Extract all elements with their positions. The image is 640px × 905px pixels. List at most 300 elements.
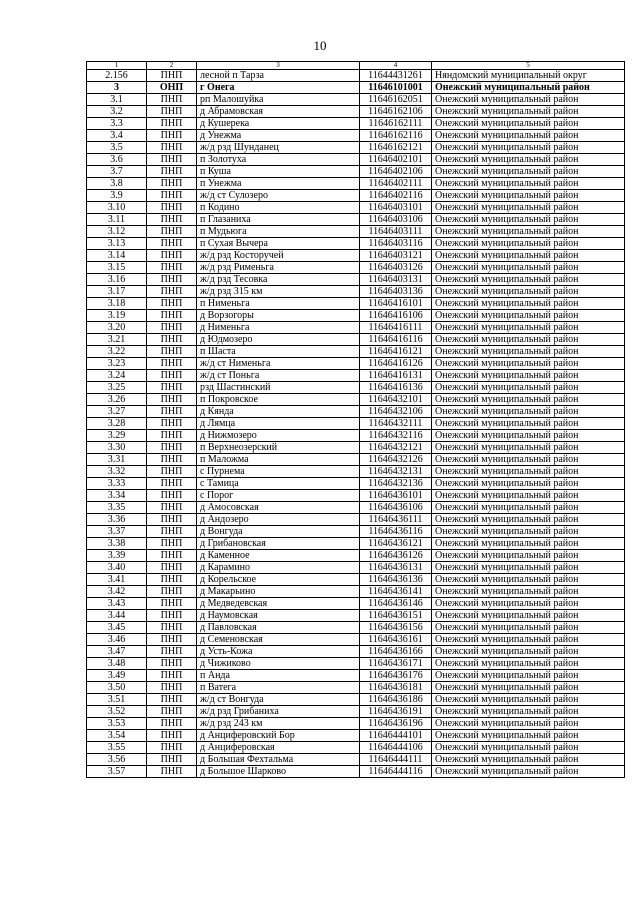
type-cell: ПНП [147,658,197,670]
row-number: 3.7 [87,166,147,178]
column-header: 5 [432,62,625,70]
oktmo-code: 11646436111 [360,514,432,526]
table-row [87,382,625,394]
type-cell: ПНП [147,262,197,274]
oktmo-code: 11646403121 [360,250,432,262]
settlement-name: д Нименьга [197,322,360,334]
oktmo-code: 11646432101 [360,394,432,406]
oktmo-code: 11646101001 [360,82,432,94]
table-row [87,646,625,658]
type-cell: ПНП [147,430,197,442]
row-number: 3.55 [87,742,147,754]
table-row [87,574,625,586]
row-number: 3.21 [87,334,147,346]
district-name: Онежский муниципальный район [432,118,625,130]
table-row [87,658,625,670]
type-cell: ПНП [147,190,197,202]
oktmo-code: 11646436196 [360,718,432,730]
settlement-name: д Ворзогоры [197,310,360,322]
settlement-name: ж/д рзд Грибаниха [197,706,360,718]
oktmo-code: 11646436156 [360,622,432,634]
oktmo-code: 11646432126 [360,454,432,466]
row-number: 3.39 [87,550,147,562]
oktmo-code: 11646403131 [360,274,432,286]
table-row [87,310,625,322]
settlement-name: д Кушерека [197,118,360,130]
district-name: Онежский муниципальный район [432,262,625,274]
oktmo-code: 11646162121 [360,142,432,154]
table-row [87,370,625,382]
type-cell: ПНП [147,706,197,718]
type-cell: ПНП [147,142,197,154]
row-number: 3.26 [87,394,147,406]
type-cell: ПНП [147,406,197,418]
type-cell: ПНП [147,754,197,766]
row-number: 3.42 [87,586,147,598]
table-row [87,130,625,142]
table-row [87,682,625,694]
row-number: 3.9 [87,190,147,202]
settlement-name: п Маложма [197,454,360,466]
type-cell: ПНП [147,766,197,778]
type-cell: ПНП [147,550,197,562]
row-number: 3.49 [87,670,147,682]
type-cell: ПНП [147,358,197,370]
table-row [87,622,625,634]
oktmo-code: 11646444111 [360,754,432,766]
oktmo-code: 11646436101 [360,490,432,502]
district-name: Онежский муниципальный район [432,622,625,634]
type-cell: ПНП [147,250,197,262]
oktmo-code: 11646416126 [360,358,432,370]
settlement-name: д Усть-Кожа [197,646,360,658]
district-name: Онежский муниципальный район [432,478,625,490]
row-number: 3.38 [87,538,147,550]
settlement-name: п Глазаниха [197,214,360,226]
row-number: 3.35 [87,502,147,514]
district-name: Онежский муниципальный район [432,358,625,370]
oktmo-code: 11646403126 [360,262,432,274]
type-cell: ПНП [147,70,197,82]
type-cell: ПНП [147,322,197,334]
oktmo-code: 11646403106 [360,214,432,226]
oktmo-code: 11646416136 [360,382,432,394]
settlement-name: ж/д ст Нименьга [197,358,360,370]
row-number: 3.24 [87,370,147,382]
oktmo-code: 11646444116 [360,766,432,778]
settlement-name: г Онега [197,82,360,94]
district-name: Няндомский муниципальный округ [432,70,625,82]
table-row [87,418,625,430]
settlement-name: д Лямца [197,418,360,430]
row-number: 3.44 [87,610,147,622]
district-name: Онежский муниципальный район [432,682,625,694]
table-row [87,346,625,358]
oktmo-code: 11646436126 [360,550,432,562]
row-number: 3.45 [87,622,147,634]
settlement-name: ж/д рзд 243 км [197,718,360,730]
district-name: Онежский муниципальный район [432,250,625,262]
settlement-name: ж/д ст Поньга [197,370,360,382]
row-number: 3.11 [87,214,147,226]
table-row [87,754,625,766]
row-number: 3.12 [87,226,147,238]
oktmo-code: 11646444106 [360,742,432,754]
type-cell: ПНП [147,214,197,226]
settlement-name: д Анциферовская [197,742,360,754]
column-header: 4 [360,62,432,70]
row-number: 3.19 [87,310,147,322]
type-cell: ПНП [147,718,197,730]
oktmo-code: 11646432121 [360,442,432,454]
row-number: 3.36 [87,514,147,526]
type-cell: ПНП [147,526,197,538]
settlement-name: д Юдмозеро [197,334,360,346]
type-cell: ПНП [147,370,197,382]
oktmo-code: 11646436106 [360,502,432,514]
row-number: 3.20 [87,322,147,334]
table-row [87,286,625,298]
district-name: Онежский муниципальный район [432,286,625,298]
oktmo-code: 11646436116 [360,526,432,538]
table-row [87,250,625,262]
oktmo-code: 11646436151 [360,610,432,622]
district-name: Онежский муниципальный район [432,214,625,226]
table-row [87,430,625,442]
type-cell: ПНП [147,118,197,130]
district-name: Онежский муниципальный район [432,694,625,706]
table-row [87,694,625,706]
table-row [87,334,625,346]
settlement-name: с Тамица [197,478,360,490]
table-row [87,514,625,526]
type-cell: ПНП [147,574,197,586]
table-row [87,70,625,82]
row-number: 3.16 [87,274,147,286]
column-header: 3 [197,62,360,70]
table-row [87,226,625,238]
row-number: 3.13 [87,238,147,250]
district-name: Онежский муниципальный район [432,274,625,286]
district-name: Онежский муниципальный район [432,238,625,250]
settlement-name: с Порог [197,490,360,502]
settlement-name: с Пурнема [197,466,360,478]
type-cell: ПНП [147,634,197,646]
settlement-name: п Унежма [197,178,360,190]
settlement-name: рзд Шастинский [197,382,360,394]
row-number: 3.5 [87,142,147,154]
settlement-name: п Сухая Вычера [197,238,360,250]
table-row [87,166,625,178]
row-number: 3.54 [87,730,147,742]
district-name: Онежский муниципальный район [432,178,625,190]
settlement-name: д Анциферовский Бор [197,730,360,742]
oktmo-code: 11646162051 [360,94,432,106]
type-cell: ОНП [147,82,197,94]
settlement-name: д Андозеро [197,514,360,526]
district-name: Онежский муниципальный район [432,226,625,238]
row-number: 2.156 [87,70,147,82]
table-row [87,706,625,718]
settlement-name: п Золотуха [197,154,360,166]
district-name: Онежский муниципальный район [432,82,625,94]
table-row [87,502,625,514]
table-row [87,82,625,94]
table-row [87,478,625,490]
row-number: 3.25 [87,382,147,394]
oktmo-code: 11646402116 [360,190,432,202]
district-name: Онежский муниципальный район [432,586,625,598]
type-cell: ПНП [147,562,197,574]
row-number: 3.1 [87,94,147,106]
table-row [87,322,625,334]
oktmo-code: 11646402101 [360,154,432,166]
table-row [87,718,625,730]
settlement-name: п Нименьга [197,298,360,310]
row-number: 3.17 [87,286,147,298]
settlement-name: д Павловская [197,622,360,634]
table-row [87,274,625,286]
oktmo-code: 11646416111 [360,322,432,334]
oktmo-code: 11646436176 [360,670,432,682]
row-number: 3.8 [87,178,147,190]
oktmo-code: 11646432106 [360,406,432,418]
row-number: 3.30 [87,442,147,454]
oktmo-code: 11646436136 [360,574,432,586]
district-name: Онежский муниципальный район [432,466,625,478]
row-number: 3.41 [87,574,147,586]
type-cell: ПНП [147,130,197,142]
type-cell: ПНП [147,226,197,238]
table-row [87,94,625,106]
type-cell: ПНП [147,286,197,298]
row-number: 3.33 [87,478,147,490]
type-cell: ПНП [147,106,197,118]
settlement-name: д Макарьино [197,586,360,598]
district-name: Онежский муниципальный район [432,526,625,538]
district-name: Онежский муниципальный район [432,598,625,610]
table-row [87,538,625,550]
district-name: Онежский муниципальный район [432,550,625,562]
type-cell: ПНП [147,310,197,322]
type-cell: ПНП [147,178,197,190]
type-cell: ПНП [147,682,197,694]
type-cell: ПНП [147,730,197,742]
district-name: Онежский муниципальный район [432,670,625,682]
district-name: Онежский муниципальный район [432,610,625,622]
row-number: 3.2 [87,106,147,118]
row-number: 3.4 [87,130,147,142]
row-number: 3.27 [87,406,147,418]
oktmo-code: 11646436191 [360,706,432,718]
table-row [87,394,625,406]
oktmo-code: 11646432131 [360,466,432,478]
settlement-name: п Куша [197,166,360,178]
district-name: Онежский муниципальный район [432,142,625,154]
oktmo-code: 11646416131 [360,370,432,382]
oktmo-code: 11646432111 [360,418,432,430]
row-number: 3.10 [87,202,147,214]
row-number: 3.14 [87,250,147,262]
table-row [87,406,625,418]
type-cell: ПНП [147,418,197,430]
district-name: Онежский муниципальный район [432,574,625,586]
oktmo-code: 11646436146 [360,598,432,610]
settlement-name: ж/д ст Сулозеро [197,190,360,202]
table-row [87,178,625,190]
oktmo-code: 11646432136 [360,478,432,490]
type-cell: ПНП [147,274,197,286]
settlement-name: п Ватега [197,682,360,694]
type-cell: ПНП [147,610,197,622]
table-row [87,142,625,154]
settlement-name: п Верхнеозерский [197,442,360,454]
oktmo-code: 11646416101 [360,298,432,310]
oktmo-code: 11646416106 [360,310,432,322]
table-row [87,202,625,214]
row-number: 3.15 [87,262,147,274]
type-cell: ПНП [147,646,197,658]
district-name: Онежский муниципальный район [432,742,625,754]
table-row [87,106,625,118]
settlement-name: д Большая Фехтальма [197,754,360,766]
table-row [87,298,625,310]
type-cell: ПНП [147,586,197,598]
type-cell: ПНП [147,454,197,466]
row-number: 3.34 [87,490,147,502]
district-name: Онежский муниципальный район [432,370,625,382]
district-name: Онежский муниципальный район [432,718,625,730]
type-cell: ПНП [147,514,197,526]
district-name: Онежский муниципальный район [432,538,625,550]
type-cell: ПНП [147,694,197,706]
district-name: Онежский муниципальный район [432,646,625,658]
row-number: 3.48 [87,658,147,670]
oktmo-code: 11644431261 [360,70,432,82]
table-row [87,190,625,202]
oktmo-code: 11646436186 [360,694,432,706]
district-name: Онежский муниципальный район [432,514,625,526]
settlement-table [86,61,625,778]
district-name: Онежский муниципальный район [432,130,625,142]
settlement-name: ж/д рзд Рименьга [197,262,360,274]
table-row [87,670,625,682]
district-name: Онежский муниципальный район [432,706,625,718]
table-row [87,238,625,250]
oktmo-code: 11646436141 [360,586,432,598]
row-number: 3.57 [87,766,147,778]
oktmo-code: 11646403101 [360,202,432,214]
district-name: Онежский муниципальный район [432,754,625,766]
type-cell: ПНП [147,94,197,106]
type-cell: ПНП [147,346,197,358]
settlement-name: д Корельское [197,574,360,586]
district-name: Онежский муниципальный район [432,334,625,346]
settlement-name: д Вонгуда [197,526,360,538]
table-body [87,62,625,778]
settlement-name: д Унежма [197,130,360,142]
oktmo-code: 11646436166 [360,646,432,658]
table-row [87,586,625,598]
settlement-name: п Мудьюга [197,226,360,238]
district-name: Онежский муниципальный район [432,490,625,502]
row-number: 3.18 [87,298,147,310]
type-cell: ПНП [147,238,197,250]
row-number: 3.32 [87,466,147,478]
row-number: 3.47 [87,646,147,658]
oktmo-code: 11646436171 [360,658,432,670]
settlement-name: д Медведевская [197,598,360,610]
oktmo-code: 11646436161 [360,634,432,646]
settlement-name: д Чижиково [197,658,360,670]
table-row [87,550,625,562]
column-header: 1 [87,62,147,70]
district-name: Онежский муниципальный район [432,190,625,202]
row-number: 3.23 [87,358,147,370]
table-row [87,634,625,646]
settlement-name: д Абрамовская [197,106,360,118]
district-name: Онежский муниципальный район [432,766,625,778]
settlement-name: д Амосовская [197,502,360,514]
district-name: Онежский муниципальный район [432,94,625,106]
settlement-name: д Грибановская [197,538,360,550]
type-cell: ПНП [147,166,197,178]
row-number: 3.28 [87,418,147,430]
oktmo-code: 11646162116 [360,130,432,142]
district-name: Онежский муниципальный район [432,298,625,310]
district-name: Онежский муниципальный район [432,442,625,454]
table-row [87,610,625,622]
settlement-name: ж/д рзд Косторучей [197,250,360,262]
district-name: Онежский муниципальный район [432,730,625,742]
type-cell: ПНП [147,742,197,754]
settlement-name: ж/д рзд Тесовка [197,274,360,286]
type-cell: ПНП [147,154,197,166]
district-name: Онежский муниципальный район [432,310,625,322]
oktmo-code: 11646403136 [360,286,432,298]
row-number: 3.3 [87,118,147,130]
settlement-name: д Карамино [197,562,360,574]
settlement-name: ж/д рзд 315 км [197,286,360,298]
settlement-name: п Покровское [197,394,360,406]
type-cell: ПНП [147,670,197,682]
oktmo-code: 11646162111 [360,118,432,130]
table-row [87,598,625,610]
settlement-name: рп Малошуйка [197,94,360,106]
settlement-name: д Большое Шарково [197,766,360,778]
table-row [87,118,625,130]
type-cell: ПНП [147,478,197,490]
type-cell: ПНП [147,442,197,454]
district-name: Онежский муниципальный район [432,154,625,166]
table-row [87,742,625,754]
district-name: Онежский муниципальный район [432,394,625,406]
settlement-name: п Анда [197,670,360,682]
row-number: 3 [87,82,147,94]
table-row [87,562,625,574]
type-cell: ПНП [147,202,197,214]
row-number: 3.6 [87,154,147,166]
oktmo-code: 11646402111 [360,178,432,190]
oktmo-code: 11646444101 [360,730,432,742]
type-cell: ПНП [147,382,197,394]
type-cell: ПНП [147,394,197,406]
district-name: Онежский муниципальный район [432,382,625,394]
district-name: Онежский муниципальный район [432,658,625,670]
settlement-name: д Наумовская [197,610,360,622]
table-row [87,730,625,742]
settlement-name: д Каменное [197,550,360,562]
